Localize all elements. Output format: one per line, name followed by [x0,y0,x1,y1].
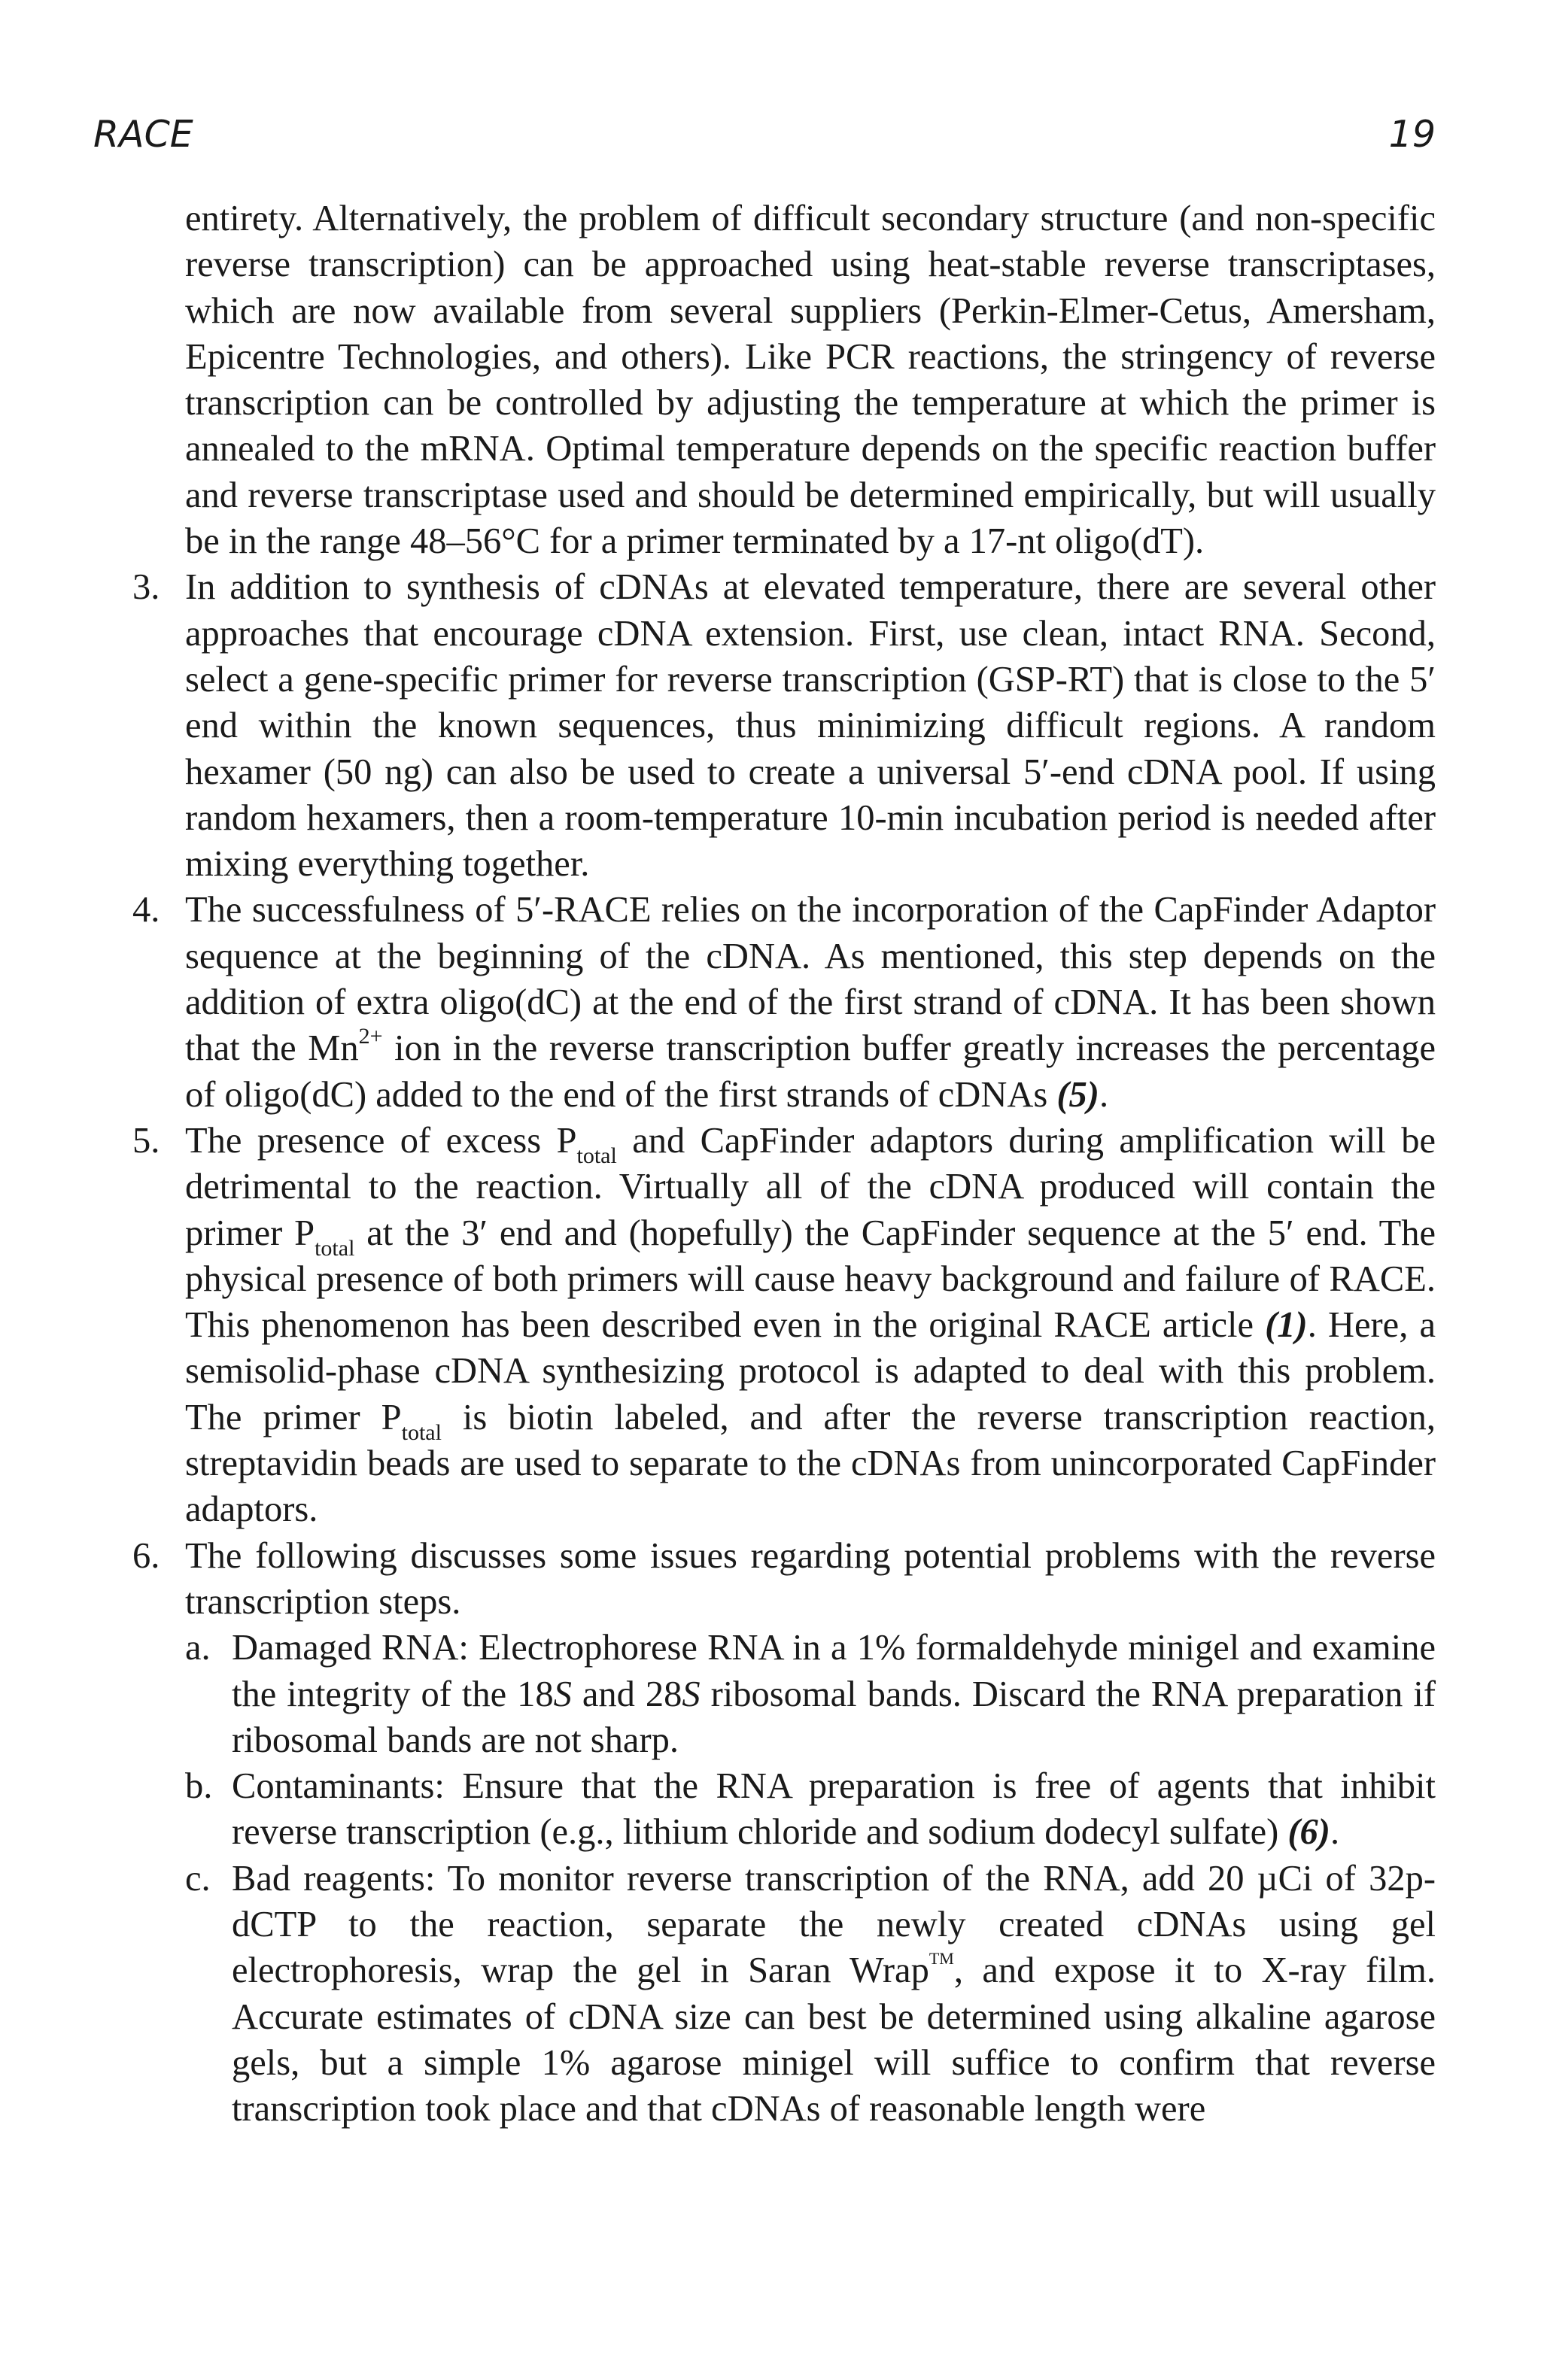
item-number: 6. [132,1535,160,1576]
item-number: 4. [132,890,160,930]
subitem-a [185,1625,1436,1763]
item-number: 5. [132,1120,160,1161]
continuation-paragraph: entirety. Alternatively, the problem of difficult secondary structure (and non-specific reverse transcription) can be approached using heat-stable reverse transcriptases, which are now available from several suppliers (Perkin-Elmer-Cetus, Amersham, Epicentre Technologies, and others). Like PCR reactions, the stringency of reverse transcription can be controlled by adjusting the temperature at which the primer is annealed to the mRNA. Optimal temperature depends on the specific reaction buffer and reverse transcriptase used and should be determined empirically, but will usually be in the range 48–56°C for a primer terminated by a 17-nt oligo(dT). [185,199,1436,562]
subitem-label: a. [185,1628,211,1668]
citation: (1) [1265,1305,1308,1346]
subscript: total [401,1419,442,1445]
subitem-text: Damaged RNA: Electrophorese RNA in a 1% formaldehyde minigel and examine the integrity of the 18S and 28S ribosomal bands. Discard the RNA preparation if ribosomal bands are not sharp. [232,1628,1436,1760]
subscript: total [315,1235,355,1261]
item-text: The following discusses some issues regarding potential problems with the reverse transcription steps. [185,1535,1436,1622]
running-title: RACE [93,113,193,156]
page-number: 19 [1388,113,1436,156]
item-number: 3. [132,567,160,608]
item-text: The presence of excess $P_{total}$ and CapFinder adaptors during amplification will be detrimental to the reaction. Virtually all of the cDNA produced will contain the primer $P_{total}$ at the 3′ end and (hopefully) the CapFinder sequence at the 5′ end. The physical presence of both primers will cause heavy background and failure of RACE. This phenomenon has been described even in the original RACE article (1). Here, a semisolid-phase cDNA synthesizing protocol is adapted to deal with this problem. The primer $P_{total}$ is biotin labeled, and after the reverse transcription reaction, streptavidin beads are used to separate to the cDNAs from unincorporated CapFinder adaptors. [185,1120,1436,1530]
item-text: The successfulness of 5′-RACE relies on the incorporation of the CapFinder Adaptor sequence at the beginning of the cDNA. As mentioned, this step depends on the addition of extra oligo(dC) at the end of the first strand of cDNA. It has been shown that the $Mn^{2+}$ ion in the reverse transcription buffer greatly increases the percentage of oligo(dC) added to the end of the first strands of cDNAs (5). [185,890,1436,1115]
note-item-6 [132,1533,1436,2133]
subitem-b [185,1763,1436,1856]
subitem-text: Bad reagents: To monitor reverse transcription of the RNA, add 20 µCi of 32p-dCTP to the reaction, separate the newly created cDNAs using gel electrophoresis, wrap the gel in Saran Wrap™, and expose it to X-ray film. Accurate estimates of cDNA size can best be determined using alkaline agarose gels, but a simple 1% agarose minigel will suffice to confirm that reverse transcription took place and that cDNAs of reasonable length were [232,1858,1436,2130]
trademark-mark: TM [929,1949,954,1969]
note-item-5 [132,1118,1436,1533]
subitem-label: b. [185,1766,213,1807]
subscript: total [576,1143,617,1168]
item-text: In addition to synthesis of cDNAs at elevated temperature, there are several other approaches that encourage cDNA extension. First, use clean, intact RNA. Second, select a gene-specific primer for reverse transcription (GSP-RT) that is close to the 5′ end within the known sequences, thus minimizing difficult regions. A random hexamer (50 ng) can also be used to create a universal 5′-end cDNA pool. If using random hexamers, then a room-temperature 10-min incubation period is needed after mixing everything together. [185,567,1436,885]
note-item-4 [132,887,1436,1117]
note-item-3 [132,564,1436,887]
citation: (6) [1287,1812,1330,1853]
superscript: 2+ [358,1024,383,1049]
subitem-text: Contaminants: Ensure that the RNA preparation is free of agents that inhibit reverse transcription (e.g., lithium chloride and sodium dodecyl sulfate) (6). [232,1766,1436,1853]
subitem-c [185,1856,1436,2133]
page-body [132,196,1436,2132]
subitem-label: c. [185,1858,211,1899]
citation: (5) [1056,1074,1099,1115]
running-header [93,113,1436,165]
